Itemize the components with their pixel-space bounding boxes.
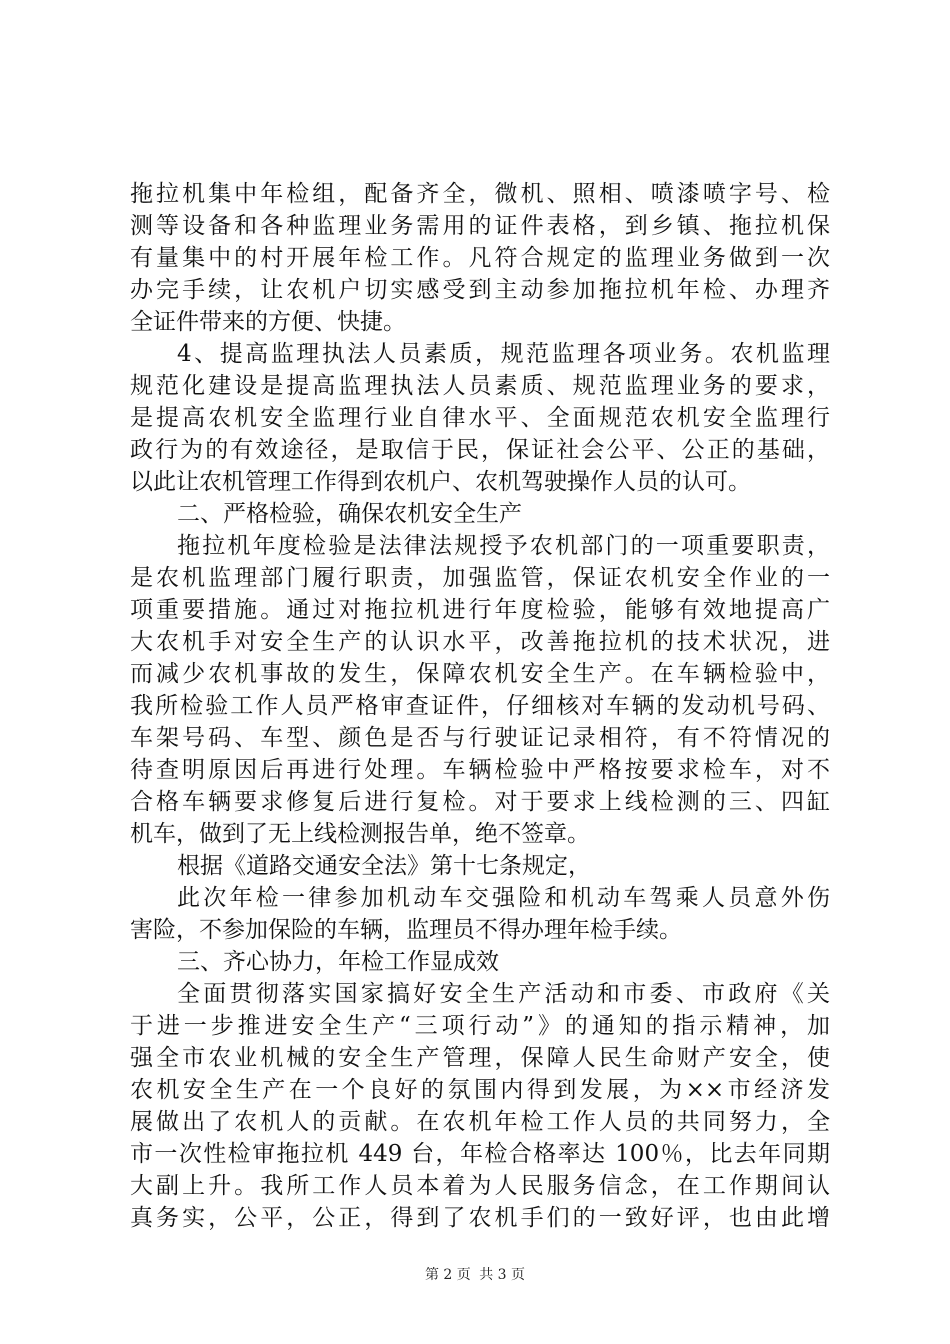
text-line: 我所检验工作人员严格审查证件，仔细核对车辆的发动机号码、	[130, 693, 830, 719]
text-line: 真务实，公平，公正，得到了农机手们的一致好评，也由此增	[130, 1205, 830, 1231]
text-line: 车架号码、车型、颜色是否与行驶证记录相符，有不符情况的	[130, 725, 830, 751]
body-text	[130, 178, 830, 1234]
text-line: 全证件带来的方便、快捷。	[130, 309, 406, 335]
paragraph-start-line: 根据《道路交通安全法》第十七条规定，	[177, 853, 591, 879]
text-line: 办完手续，让农机户切实感受到主动参加拖拉机年检、办理齐	[130, 277, 830, 303]
text-line: 大副上升。我所工作人员本着为人民服务信念，在工作期间认	[130, 1173, 830, 1199]
text-line: 拖拉机集中年检组，配备齐全，微机、照相、喷漆喷字号、检	[130, 181, 830, 207]
page-total: 共 3 页	[479, 1267, 526, 1283]
text-line: 机车，做到了无上线检测报告单，绝不签章。	[130, 821, 590, 847]
paragraph-start-line: 4、提高监理执法人员素质，规范监理各项业务。农机监理	[177, 341, 830, 367]
section-heading: 三、齐心协力，年检工作显成效	[177, 949, 499, 975]
text-line: 测等设备和各种监理业务需用的证件表格，到乡镇、拖拉机保	[130, 213, 830, 239]
text-line: 待查明原因后再进行处理。车辆检验中严格按要求检车，对不	[130, 757, 830, 783]
text-line: 以此让农机管理工作得到农机户、农机驾驶操作人员的认可。	[130, 469, 751, 495]
text-line: 市一次性检审拖拉机 449 台，年检合格率达 100％，比去年同期	[130, 1141, 830, 1167]
text-line: 规范化建设是提高监理执法人员素质、规范监理业务的要求，	[130, 373, 830, 399]
page-footer	[0, 1266, 950, 1284]
text-line: 大农机手对安全生产的认识水平，改善拖拉机的技术状况，进	[130, 629, 830, 655]
text-line: 是提高农机安全监理行业自律水平、全面规范农机安全监理行	[130, 405, 830, 431]
paragraph-start-line: 此次年检一律参加机动车交强险和机动车驾乘人员意外伤	[177, 885, 830, 911]
section-heading: 二、严格检验，确保农机安全生产	[177, 501, 522, 527]
text-line: 而减少农机事故的发生，保障农机安全生产。在车辆检验中，	[130, 661, 830, 687]
page-number: 第 2 页	[424, 1267, 471, 1283]
text-line: 合格车辆要求修复后进行复检。对于要求上线检测的三、四缸	[130, 789, 830, 815]
text-line: 害险，不参加保险的车辆，监理员不得办理年检手续。	[130, 917, 682, 943]
text-line: 政行为的有效途径，是取信于民，保证社会公平、公正的基础，	[130, 437, 830, 463]
paragraph-start-line: 拖拉机年度检验是法律法规授予农机部门的一项重要职责，	[177, 533, 830, 559]
text-line: 展做出了农机人的贡献。在农机年检工作人员的共同努力，全	[130, 1109, 830, 1135]
text-line: 是农机监理部门履行职责，加强监管，保证农机安全作业的一	[130, 565, 830, 591]
text-line: 强全市农业机械的安全生产管理，保障人民生命财产安全，使	[130, 1045, 830, 1071]
text-line: 农机安全生产在一个良好的氛围内得到发展，为××市经济发	[130, 1077, 830, 1103]
paragraph-start-line: 全面贯彻落实国家搞好安全生产活动和市委、市政府《关	[177, 981, 830, 1007]
text-line: 有量集中的村开展年检工作。凡符合规定的监理业务做到一次	[130, 245, 830, 271]
text-line: 于进一步推进安全生产“三项行动”》的通知的指示精神，加	[130, 1013, 830, 1039]
text-line: 项重要措施。通过对拖拉机进行年度检验，能够有效地提高广	[130, 597, 830, 623]
